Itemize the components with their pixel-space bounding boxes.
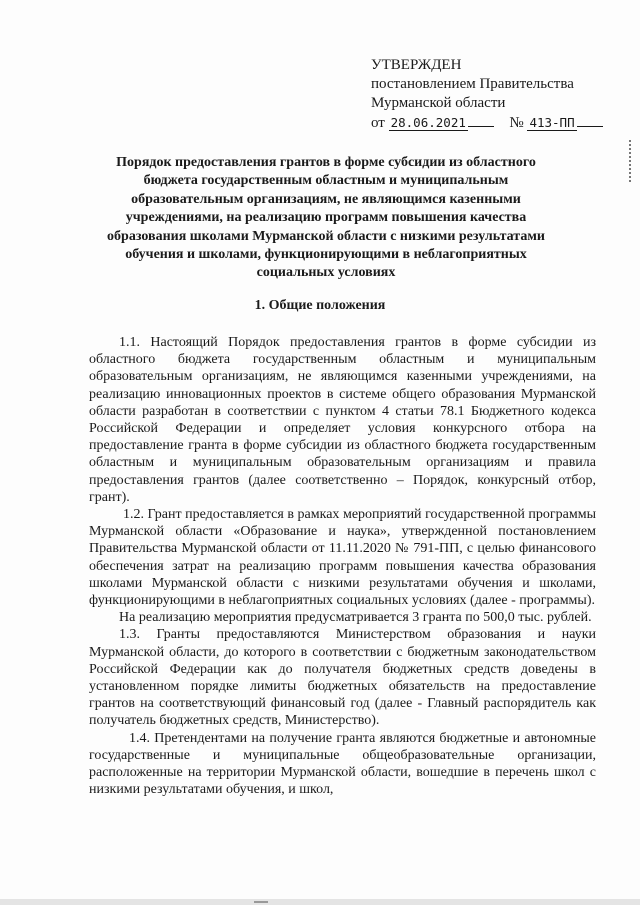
approval-number: 413-ПП bbox=[529, 115, 575, 130]
paragraph-1-3: 1.3. Гранты предоставляются Министерством образования и науки Мурманской области, до которого в соответствии с бюджетным законодательством Российской Федерации как до получателя бюджетных средств доведены в установленном порядке лимиты бюджетных обязательств на предоставление грантов на соответствующий финансовый год (далее - Главный распорядитель как получатель бюджетных средств, Министерство). bbox=[89, 627, 596, 729]
paragraph-1-4: 1.4. Претендентами на получение гранта являются бюджетные и автономные государственные и муниципальные общеобразовательные организации, расположенные на территории Мурманской области, вошедшие в перечень школ с низкими результатами обучения, и школ, bbox=[89, 730, 596, 798]
scan-speck bbox=[254, 901, 268, 903]
approval-number-underline bbox=[577, 126, 603, 127]
approval-date-number bbox=[371, 113, 603, 133]
approval-from-prefix: от bbox=[371, 115, 385, 131]
paragraph-1-2: 1.2. Грант предоставляется в рамках мероприятий государственной программы Мурманской области «Образование и наука», утвержденной постановлением Правительства Мурманской области от 11.11.2020 № 791-ПП, с целью финансового обеспечения затрат на реализацию программ повышения качества образования школами Мурманской области с низкими результатами обучения и школами, функционирующими в неблагоприятных социальных условиях (далее - программы). bbox=[89, 507, 596, 609]
page-bottom-edge bbox=[0, 899, 640, 905]
approval-region: Мурманской области bbox=[371, 95, 506, 111]
document-title: Порядок предоставления грантов в форме субсидии из областного бюджета государственным областным и муниципальным образовательным организациям, не являющимся казенными учреждениями, на реализацию программ повышения качества образования школами Мурманской области с низкими результатами обучения и школами, функционирующими в неблагоприятных социальных условиях bbox=[107, 155, 545, 281]
paragraph-1-1: 1.1. Настоящий Порядок предоставления грантов в форме субсидии из областного бюджета государственным областным и муниципальным образовательным организациям, не являющимся казенными учреждениями, на реализацию инновационных проектов в системе общего образования Мурманской области разработан в соответствии с пунктом 4 статьи 78.1 Бюджетного кодекса Российской Федерации и определяет условия конкурсного отбора на предоставление гранта в форме субсидии из областного бюджета государственным областным и муниципальным образовательным организациям и правила предоставления грантов (далее соответственно – Порядок, конкурсный отбор, грант). bbox=[89, 335, 596, 505]
document-body bbox=[89, 334, 596, 798]
scan-edge-mark bbox=[629, 140, 636, 182]
approval-date-underline bbox=[468, 126, 494, 127]
approval-by-resolution: постановлением Правительства bbox=[371, 76, 574, 92]
paragraph-grants-amount: На реализацию мероприятия предусматривается 3 гранта по 500,0 тыс. рублей. bbox=[119, 610, 592, 626]
approval-stamp bbox=[371, 56, 603, 133]
approval-title: УТВЕРЖДЕН bbox=[371, 57, 462, 73]
approval-date: 28.06.2021 bbox=[390, 115, 466, 130]
approval-number-prefix: № bbox=[509, 115, 524, 131]
section-heading: 1. Общие положения bbox=[254, 298, 386, 313]
